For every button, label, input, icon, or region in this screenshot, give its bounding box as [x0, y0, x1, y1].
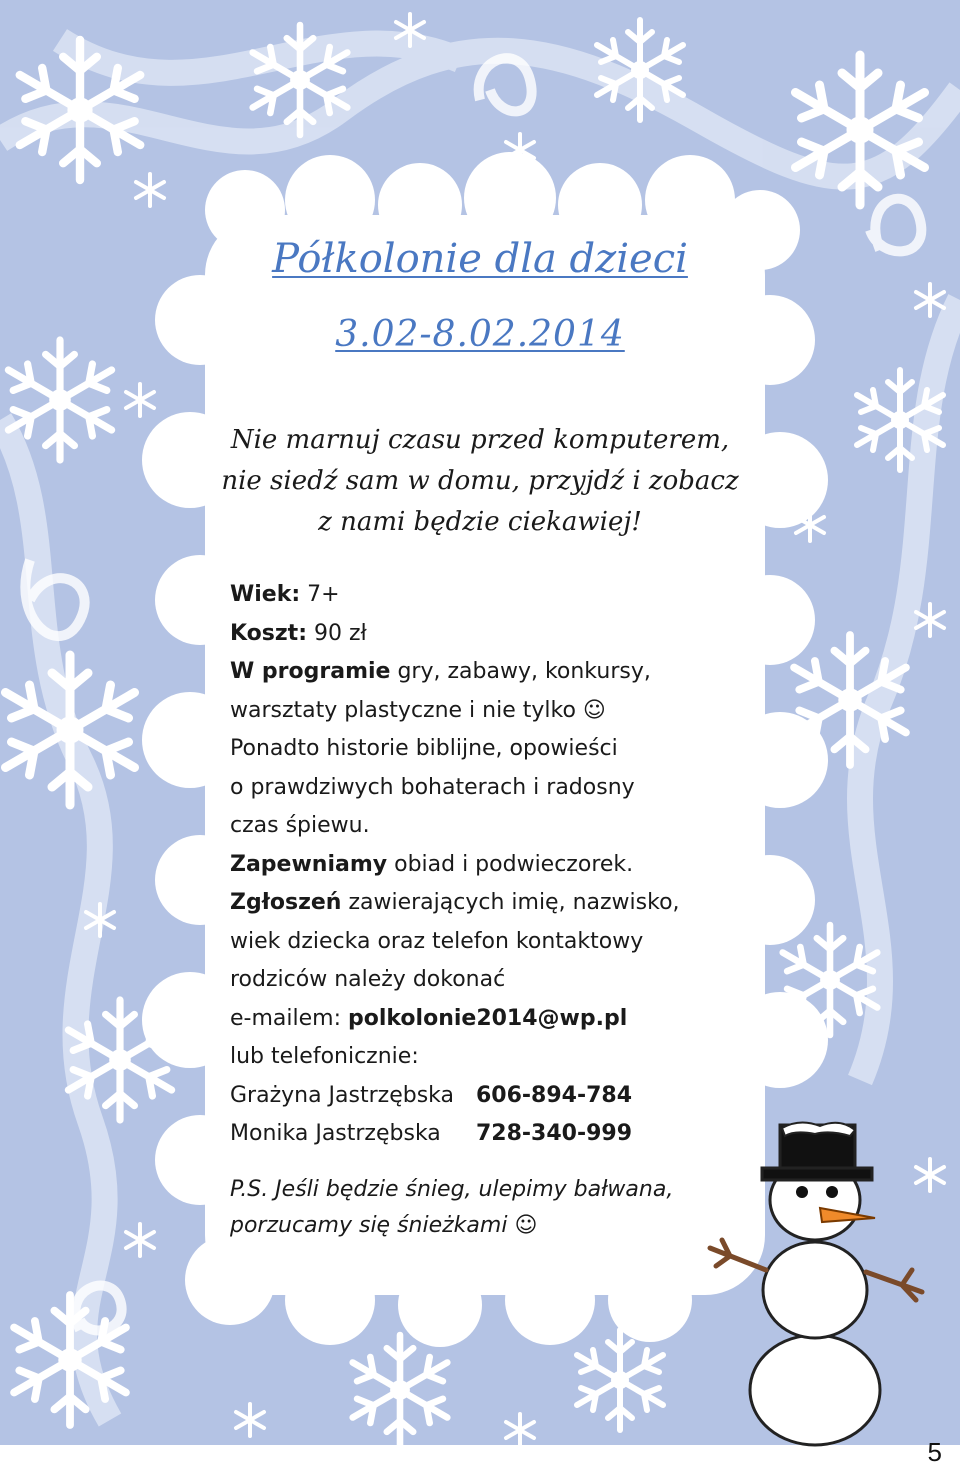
- provide-value: obiad i podwieczorek.: [387, 851, 634, 877]
- postscript-line: P.S. Jeśli będzie śnieg, ulepimy bałwana,: [230, 1177, 674, 1202]
- registration-text: rodziców należy dokonać: [230, 967, 506, 992]
- contact-name: Grażyna Jastrzębska: [230, 1082, 455, 1108]
- postscript-line: porzucamy się śnieżkami ☺: [230, 1213, 538, 1238]
- provide-label: Zapewniamy: [230, 851, 388, 877]
- registration-text: zawierających imię, nazwisko,: [341, 890, 680, 915]
- program-text: warsztaty plastyczne i nie tylko ☺: [230, 697, 606, 723]
- registration-label: Zgłoszeń: [230, 890, 342, 915]
- page-number: 5: [927, 1437, 942, 1467]
- program-text: gry, zabawy, konkursy,: [390, 659, 651, 684]
- contact-row: [230, 1115, 770, 1154]
- contact-phone[interactable]: 606-894-784: [476, 1082, 633, 1108]
- phone-label: lub telefonicznie:: [230, 1044, 419, 1069]
- motto-line: nie siedź sam w domu, przyjdź i zobacz: [221, 466, 739, 496]
- cost-value: 90 zł: [307, 620, 367, 646]
- age-value: 7+: [300, 582, 340, 607]
- cost-label: Koszt:: [230, 620, 307, 646]
- program-text: Ponadto historie biblijne, opowieści: [230, 736, 618, 761]
- program-label: W programie: [230, 659, 391, 684]
- motto-line: Nie marnuj czasu przed komputerem,: [230, 425, 730, 455]
- program-text: o prawdziwych bohaterach i radosny: [230, 774, 635, 800]
- email-address[interactable]: polkolonie2014@wp.pl: [347, 1005, 628, 1031]
- page-title: Półkolonie dla dzieci: [272, 236, 688, 282]
- motto-line: z nami będzie ciekawiej!: [318, 507, 642, 537]
- program-text: czas śpiewu.: [230, 813, 370, 838]
- email-label: e-mailem:: [230, 1005, 348, 1031]
- contact-name: Monika Jastrzębska: [230, 1121, 441, 1146]
- contact-row: [230, 1077, 770, 1116]
- contact-phone[interactable]: 728-340-999: [476, 1121, 633, 1146]
- event-dates: 3.02-8.02.2014: [335, 314, 625, 355]
- age-label: Wiek:: [230, 582, 301, 607]
- registration-text: wiek dziecka oraz telefon kontaktowy: [230, 928, 644, 954]
- info-block: [230, 576, 770, 1154]
- motto: [0, 420, 960, 543]
- postscript: [230, 1172, 790, 1244]
